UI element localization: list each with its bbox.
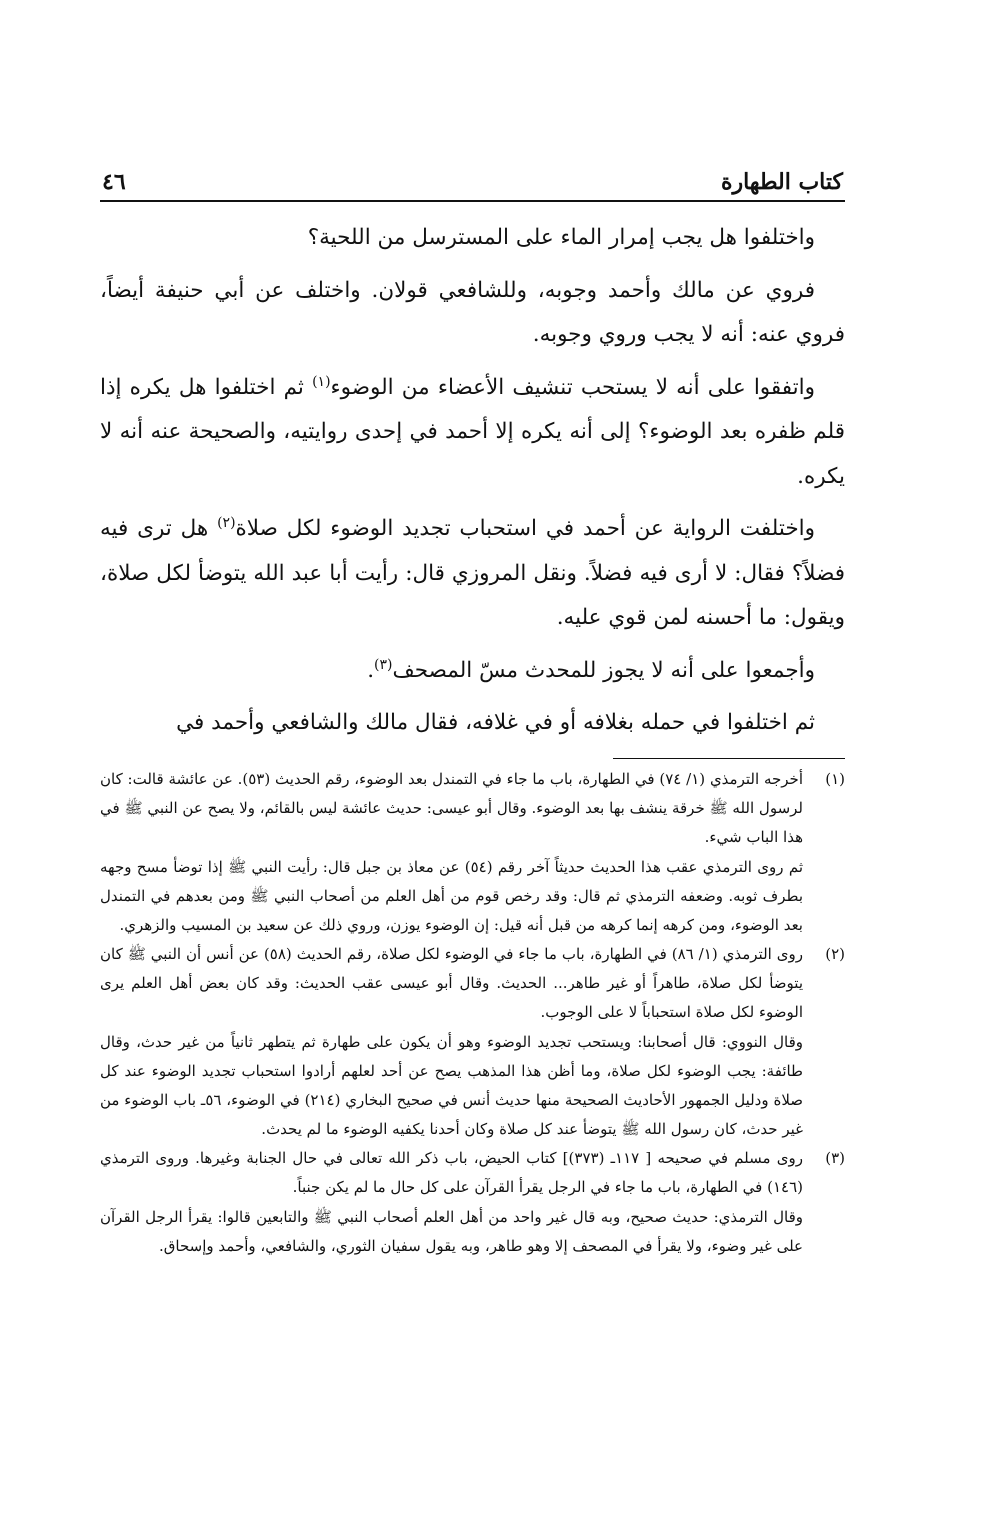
footnote-text xyxy=(100,765,803,940)
footnote-ref-3[interactable]: (٣) xyxy=(374,656,393,673)
footnote-marker: (١) xyxy=(825,769,845,788)
paragraph-5 xyxy=(100,649,845,694)
paragraph-3-text: واتفقوا على أنه لا يستحب تنشيف الأعضاء من الوضوء xyxy=(330,374,815,400)
footnote-paragraph: روى الترمذي (١/ ٨٦) في الطهارة، باب ما جاء في الوضوء لكل صلاة، رقم الحديث (٥٨) عن أنس أن النبي ﷺ كان يتوضأ لكل صلاة، طاهراً أو غير طاهر... الحديث. وقال أبو عيسى عقب الحديث: وقد كان بعض أهل العلم يرى الوضوء لكل صلاة استحباباً لا على الوجوب. xyxy=(100,944,804,1021)
page-header xyxy=(100,160,845,202)
footnote-marker: (٣) xyxy=(825,1148,845,1167)
paragraph-5-text-cont: . xyxy=(367,657,375,683)
footnote-paragraph: وقال الترمذي: حديث صحيح، وبه قال غير واحد من أهل العلم أصحاب النبي ﷺ والتابعين قالوا: يقرأ الرجل القرآن على غير وضوء، ولا يقرأ في المصحف إلا وهو طاهر، وبه يقول سفيان الثوري، والشافعي، وأحمد وإسحاق. xyxy=(100,1207,803,1255)
footnote-separator xyxy=(613,758,845,759)
footnote-paragraph: أخرجه الترمذي (١/ ٧٤) في الطهارة، باب ما جاء في التمندل بعد الوضوء، رقم الحديث (٥٣). عن عائشة قالت: كان لرسول الله ﷺ خرقة ينشف بها بعد الوضوء. وقال أبو عيسى: حديث عائشة ليس بالقائم، ولا يصح عن النبي ﷺ في هذا الباب شيء. xyxy=(100,769,803,846)
paragraph-4-text-cont: هل ترى فيه فضلاً؟ فقال: لا أرى فيه فضلاً. ونقل المروزي قال: رأيت أبا عبد الله يتوضأ لكل صلاة، ويقول: ما أحسنه لمن قوي عليه. xyxy=(100,516,845,630)
paragraph-5-text: وأجمعوا على أنه لا يجوز للمحدث مسّ المصحف xyxy=(392,657,815,683)
paragraph-4-text: واختلفت الرواية عن أحمد في استحباب تجديد الوضوء لكل صلاة xyxy=(235,516,815,541)
paragraph-4 xyxy=(100,507,845,641)
paragraph-6: ثم اختلفوا في حمله بغلافه أو في غلافه، فقال مالك والشافعي وأحمد في xyxy=(176,710,815,735)
paragraph-3-text-cont: ثم اختلفوا هل يكره إذا قلم ظفره بعد الوضوء؟ إلى أنه يكره إلا أحمد في إحدى روايتيه، والصحيحة عنه أنه لا يكره. xyxy=(100,374,845,489)
footnote-paragraph: ثم روى الترمذي عقب هذا الحديث حديثاً آخر رقم (٥٤) عن معاذ بن جبل قال: رأيت النبي ﷺ إذا توضأ مسح وجهه بطرف ثوبه. وضعفه الترمذي ثم قال: وقد رخص قوم من أهل العلم من أصحاب النبي ﷺ ومن بعدهم في التمندل بعد الوضوء، ومن كرهه إنما كرهه من قبل أنه قيل: إن الوضوء يوزن، وروي ذلك عن سعيد بن المسيب والزهري. xyxy=(100,857,803,934)
footnotes xyxy=(100,765,845,1261)
footnote-text xyxy=(100,940,803,1144)
footnote-2 xyxy=(100,940,845,1144)
footnote-marker: (٢) xyxy=(825,944,845,963)
running-title: كتاب الطهارة xyxy=(720,169,843,195)
footnote-3 xyxy=(100,1144,845,1261)
book-page xyxy=(100,160,845,1261)
footnote-ref-1[interactable]: (١) xyxy=(312,373,331,390)
paragraph-1: واختلفوا هل يجب إمرار الماء على المسترسل من اللحية؟ xyxy=(307,225,815,250)
footnote-text xyxy=(100,1144,803,1261)
page-number: ٤٦ xyxy=(102,169,126,195)
footnote-ref-2[interactable]: (٢) xyxy=(217,514,236,531)
footnote-paragraph: روى مسلم في صحيحه [ ١١٧ـ (٣٧٣)] كتاب الحيض، باب ذكر الله تعالى في حال الجنابة وغيرها. وروى الترمذي (١٤٦) في الطهارة، باب ما جاء في الرجل يقرأ القرآن على كل حال ما لم يكن جنباً. xyxy=(100,1148,803,1196)
main-text xyxy=(100,216,845,746)
paragraph-3 xyxy=(100,366,845,500)
footnote-paragraph: وقال النووي: قال أصحابنا: ويستحب تجديد الوضوء وهو أن يكون على طهارة ثم يتطهر ثانياً من غير حدث، وقال طائفة: يجب الوضوء لكل صلاة، وما أظن هذا المذهب يصح عن أحد لعلهم أرادوا استحباب تجديد الوضوء عند كل صلاة ودليل الجمهور الأحاديث الصحيحة منها حديث أنس في صحيح البخاري (٢١٤) في الوضوء، ٥٦ـ باب الوضوء من غير حدث، كان رسول الله ﷺ يتوضأ عند كل صلاة وكان أحدنا يكفيه الوضوء ما لم يحدث. xyxy=(100,1032,804,1138)
footnote-1 xyxy=(100,765,845,940)
paragraph-2: فروي عن مالك وأحمد وجوبه، وللشافعي قولان. واختلف عن أبي حنيفة أيضاً، فروي عنه: أنه لا يجب وروي وجوبه. xyxy=(100,277,845,347)
